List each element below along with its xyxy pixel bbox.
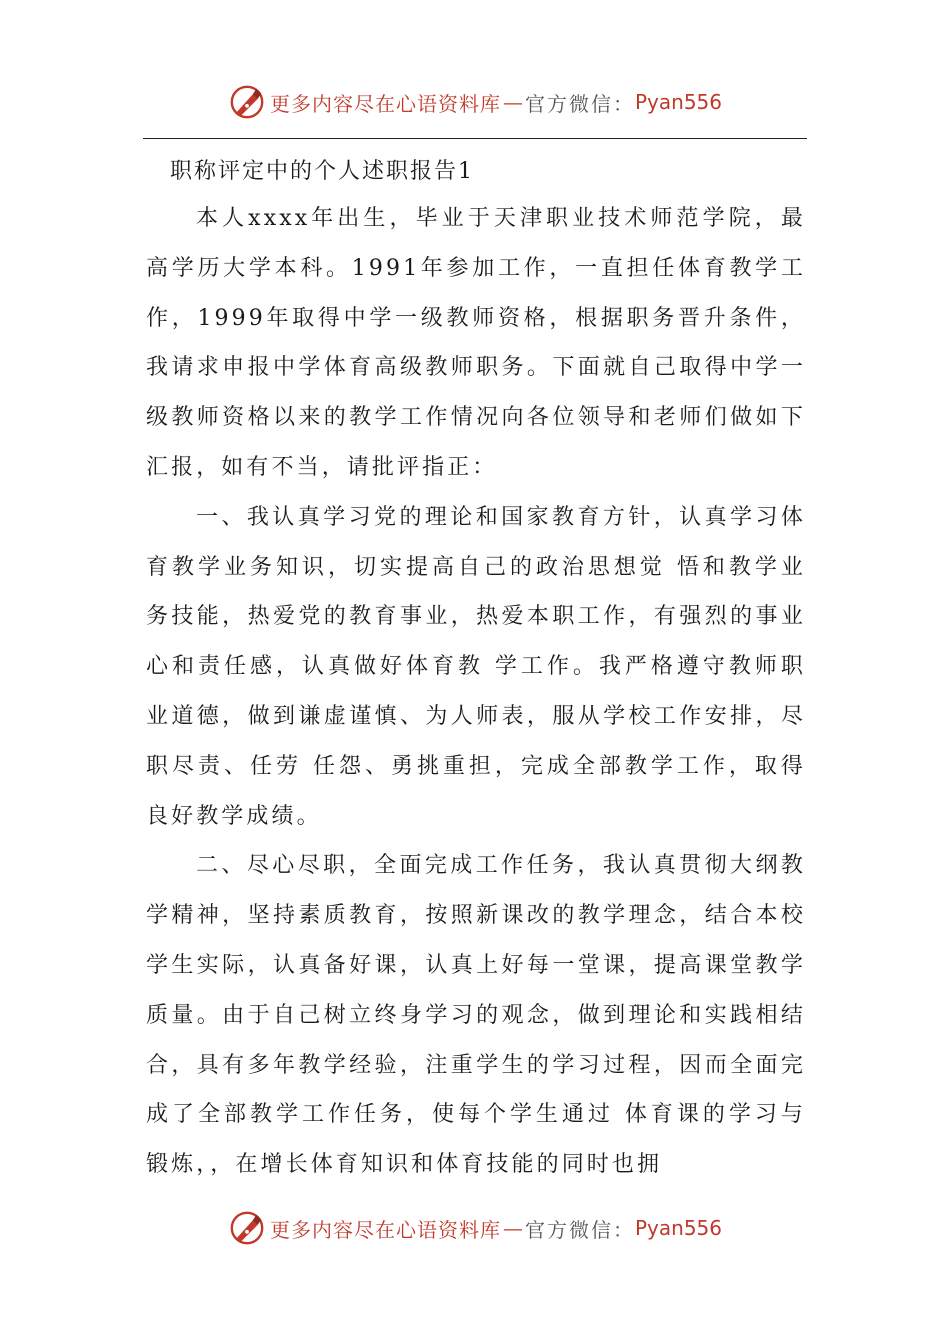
document-title: 职称评定中的个人述职报告1 — [170, 159, 474, 184]
footer-banner — [0, 1206, 950, 1250]
banner-official-label: 官方微信： — [524, 1217, 635, 1242]
document-body — [146, 150, 806, 1190]
header-divider — [143, 138, 807, 139]
banner-wechat-id: Pyan556 — [634, 90, 722, 114]
banner-text: 更多内容尽在心语资料库 — [269, 91, 501, 116]
paragraph: 本人xxxx年出生，毕业于天津职业技术师范学院，最高学历大学本科。1991年参加工作，一直担任体育教学工作，1999年取得中学一级教师资格，根据职务晋升条件，我请求申报中学体育高级教师职务。下面就自己取得中学一级教师资格以来的教学工作情况向各位领导和老师们做如下汇报，如有不当，请批评指正： — [146, 206, 806, 480]
banner-official-label: 官方微信： — [524, 91, 635, 116]
pen-nib-logo-icon — [228, 1209, 266, 1247]
banner-dash: — — [502, 1216, 523, 1240]
banner-wechat-id: Pyan556 — [634, 1216, 722, 1240]
banner-text: 更多内容尽在心语资料库 — [269, 1217, 501, 1242]
paragraph: 二、尽心尽职，全面完成工作任务，我认真贯彻大纲教学精神，坚持素质教育，按照新课改的教学理念，结合本校学生实际，认真备好课，认真上好每一堂课，提高课堂教学质量。由于自己树立终身学习的观念，做到理论和实践相结 合，具有多年教学经验，注重学生的学习过程，因而全面完成了全部教学工作任务，使每个学生通过 体育课的学习与锻炼，，在增长体育知识和体育技能的同时也拥 — [146, 853, 806, 1178]
banner-dash: — — [502, 90, 523, 114]
paragraph: 一、我认真学习党的理论和国家教育方针，认真学习体育教学业务知识，切实提高自己的政治思想觉 悟和教学业务技能，热爱党的教育事业，热爱本职工作，有强烈的事业心和责任感，认真做好体育教 学工作。我严格遵守教师职业道德，做到谦虚谨慎、为人师表，服从学校工作安排，尽职尽责、任劳 任怨、勇挑重担，完成全部教学工作，取得良好教学成绩。 — [146, 504, 806, 829]
pen-nib-logo-icon — [228, 83, 266, 121]
header-banner — [0, 80, 950, 124]
